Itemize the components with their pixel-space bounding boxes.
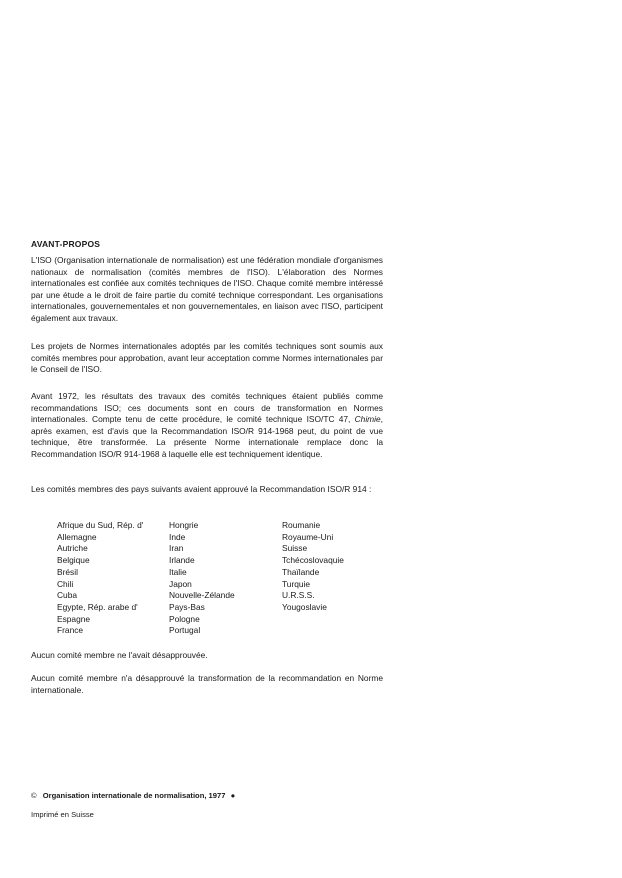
country-item: Afrique du Sud, Rép. d' — [57, 520, 144, 530]
history-text-b: , après examen, est d'avis que la Recommandation ISO/R 914-1968 peut, du point de vue technique, être transformée. La présente Norme internationale remplace donc la Recommandation ISO/R 914-1968 à laquelle elle est techniquement identique. — [31, 414, 383, 459]
country-list-column-1 — [57, 520, 165, 637]
paragraph-drafts: Les projets de Normes internationales adoptés par les comités techniques sont soumis aux comités membres pour approbation, avant leur acceptation comme Normes internationales par le Conseil de l'ISO. — [31, 341, 383, 375]
paragraph-approval: Les comités membres des pays suivants avaient approuvé la Recommandation ISO/R 914 : — [31, 484, 372, 494]
page-title: AVANT-PROPOS — [31, 239, 101, 249]
copyright-text: Organisation internationale de normalisation, 1977 — [42, 791, 226, 800]
country-item: Royaume-Uni — [282, 531, 334, 542]
country-item: Cuba — [57, 590, 78, 601]
country-item: Turquie — [282, 578, 311, 589]
country-item: Inde — [169, 531, 186, 542]
country-item: Nouvelle-Zélande — [169, 590, 235, 601]
country-item: Italie — [169, 566, 187, 577]
country-item: Roumanie — [282, 520, 321, 530]
copyright-line — [31, 791, 235, 800]
country-item: Irlande — [169, 555, 195, 566]
country-item: Yougoslavie — [282, 601, 327, 612]
paragraph-transformation: Aucun comité membre n'a désapprouvé la transformation de la recommandation en Norme internationale. — [31, 673, 383, 695]
country-item: Allemagne — [57, 531, 97, 542]
country-item: U.R.S.S. — [282, 590, 315, 601]
copyright-icon: © — [31, 791, 37, 800]
country-item: Suisse — [282, 543, 308, 554]
paragraph-history — [31, 391, 383, 461]
country-item: Hongrie — [169, 520, 199, 530]
country-item: Japon — [169, 578, 192, 589]
country-item: Autriche — [57, 543, 88, 554]
country-item: Egypte, Rép. arabe d' — [57, 601, 138, 612]
country-item: Tchécoslovaquie — [282, 555, 344, 566]
history-text-a: Avant 1972, les résultats des travaux des comités techniques étaient publiés comme recommandations ISO; ces documents sont en cours de transformation en Normes internationales. Compte tenu de cette procédure, le comité technique ISO/TC 47, — [31, 391, 383, 425]
bullet-icon: ● — [230, 791, 236, 800]
country-item: Belgique — [57, 555, 90, 566]
country-item: Espagne — [57, 613, 91, 624]
country-item: Chili — [57, 578, 74, 589]
paragraph-iso-intro: L'ISO (Organisation internationale de normalisation) est une fédération mondiale d'organismes nationaux de normalisation (comités membres de l'ISO). L'élaboration des Normes internationales est confiée aux comités techniques de l'ISO. Chaque comité membre intéressé par une étude a le droit de faire partie du comité technique correspondant. Les organisations internationales, gouvernementales et non gouvernementales, en liaison avec l'ISO, participent également aux travaux. — [31, 255, 383, 323]
country-item: Pays-Bas — [169, 601, 205, 612]
country-item: France — [57, 625, 84, 636]
country-item: Brésil — [57, 566, 78, 577]
country-item: Thaïlande — [282, 566, 320, 577]
country-item: Pologne — [169, 613, 200, 624]
country-item: Iran — [169, 543, 184, 554]
country-list-column-2 — [169, 520, 279, 637]
country-item: Portugal — [169, 625, 201, 636]
country-list-column-3 — [282, 520, 392, 614]
paragraph-no-disapproval: Aucun comité membre ne l'avait désapprouvée. — [31, 650, 208, 660]
committee-name: Chimie — [354, 414, 381, 425]
printed-in: Imprimé en Suisse — [31, 810, 94, 819]
